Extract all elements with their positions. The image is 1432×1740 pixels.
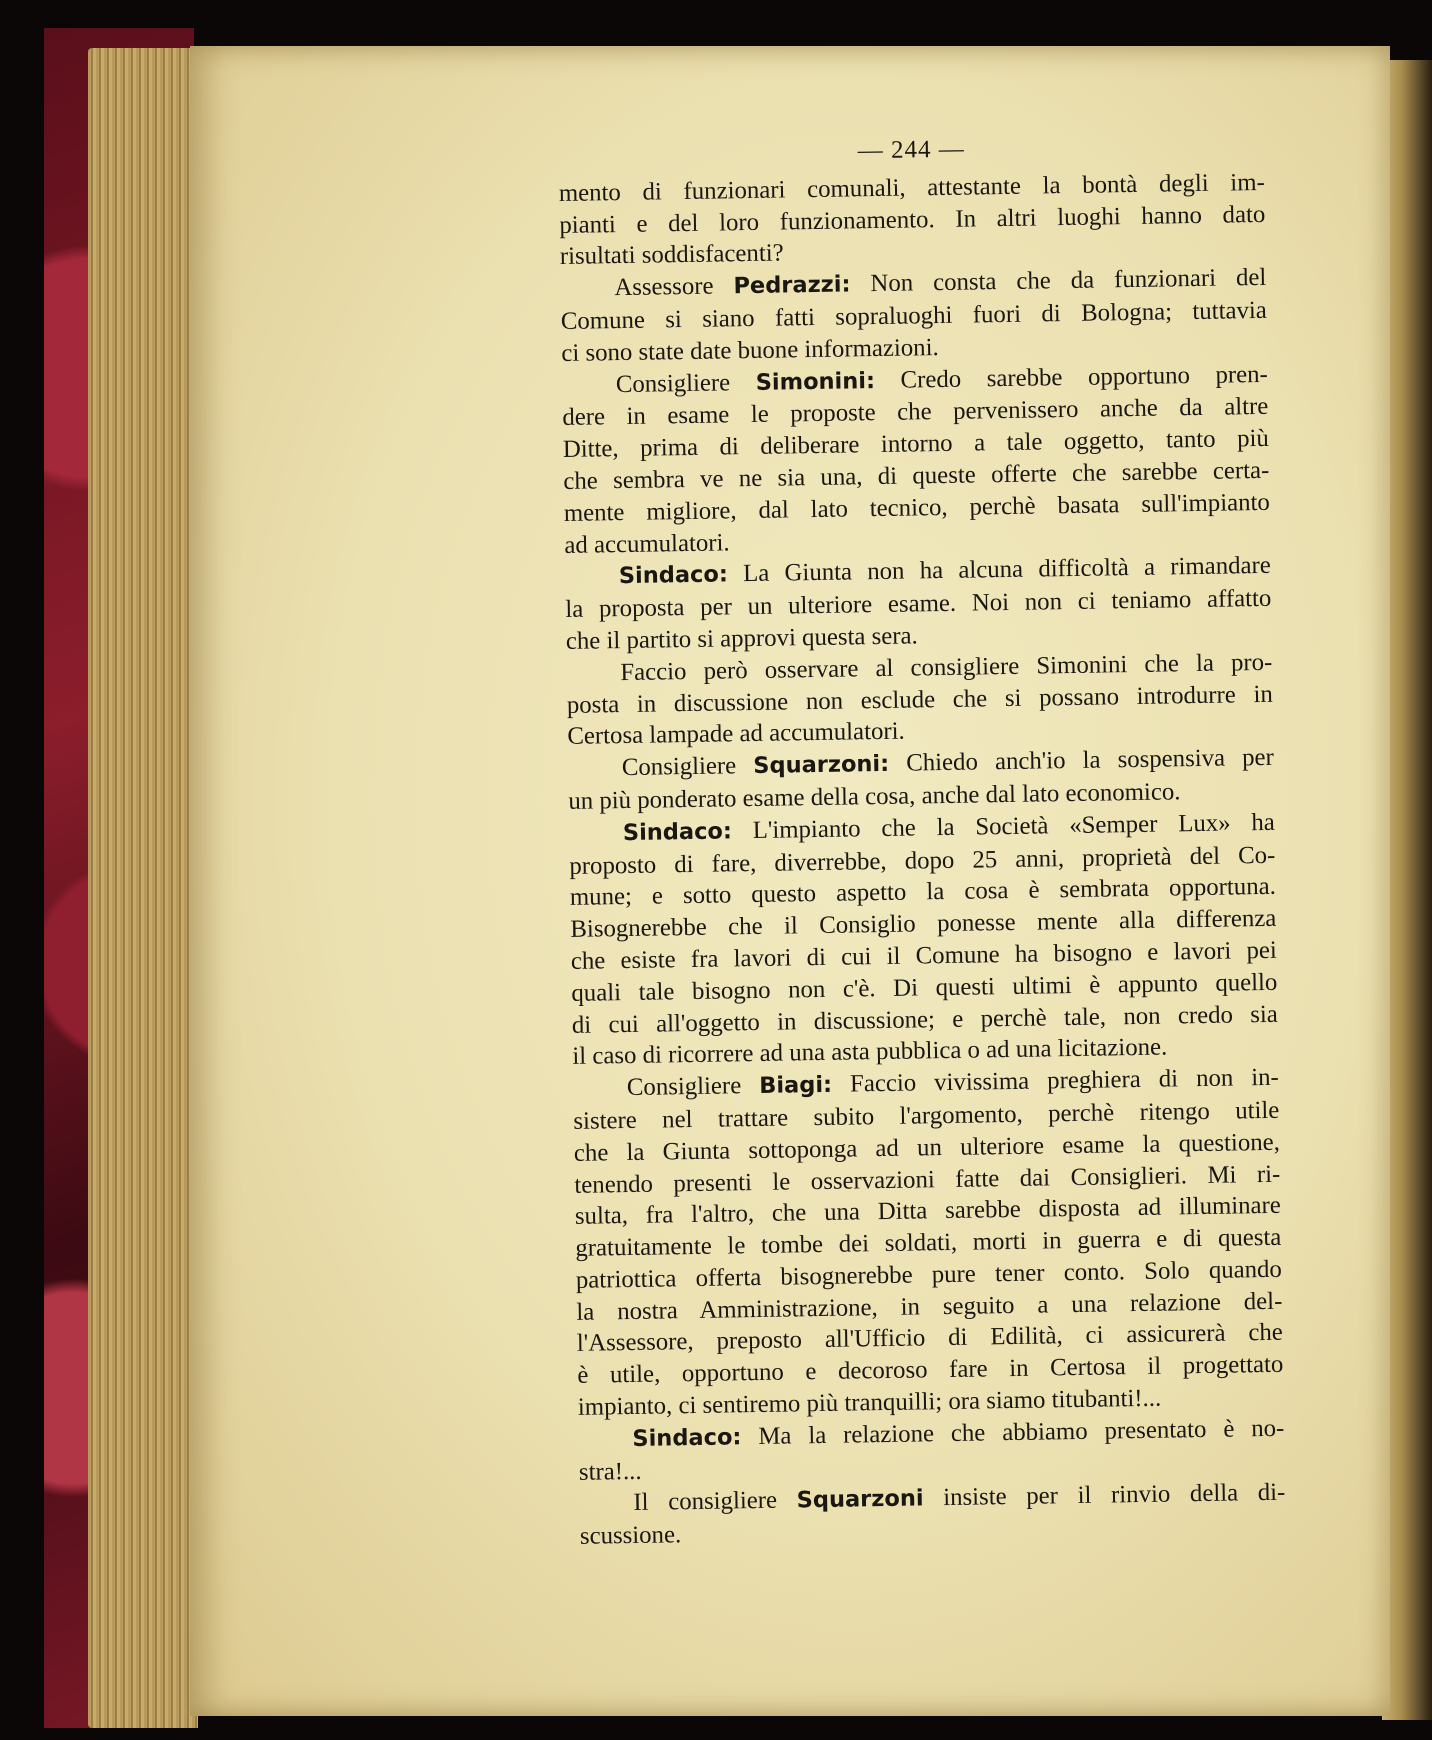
- line-text: gratuitamente le tombe dei soldati, morti in guerra e di questa: [575, 1223, 1282, 1262]
- speaker-name: Sindaco:: [622, 818, 733, 846]
- speaker-role: Consigliere: [626, 1072, 760, 1102]
- line-text: proposto di fare, diverrebbe, dopo 25 anni, proprietà del Co-: [569, 841, 1276, 880]
- line-text: sistere nel trattare subito l'argomento, perchè ritengo utile: [573, 1096, 1280, 1135]
- line-text: mento di funzionari comunali, attestante la bontà degli im-: [558, 168, 1265, 207]
- line-text: un più ponderato esame della cosa, anche dal lato economico.: [568, 778, 1181, 815]
- line-text: la nostra Amministrazione, in seguito a una relazione del-: [576, 1287, 1283, 1326]
- line-text: risultati soddisfacenti?: [559, 239, 784, 271]
- line-text: ci sono state date buone informazioni.: [561, 333, 939, 367]
- line-text: Ditte, prima di deliberare intorno a tale oggetto, tanto più: [562, 425, 1269, 464]
- line-text: ad accumulatori.: [564, 528, 730, 559]
- speaker-role: Consigliere: [621, 752, 754, 782]
- line-text: Faccio però osservare al consigliere Simonini che la pro-: [620, 648, 1273, 686]
- line-text: tenendo presenti le osservazioni fatte dai Consiglieri. Mi ri-: [574, 1160, 1281, 1199]
- line-text: che il partito si approvi questa sera.: [565, 622, 918, 655]
- line-text: il caso di ricorrere ad una asta pubblica o ad una licitazione.: [572, 1033, 1168, 1071]
- speaker-name: Sindaco:: [632, 1424, 742, 1452]
- line-text: mente migliore, dal lato tecnico, perchè basata sull'impianto: [563, 488, 1270, 527]
- line-text: di cui all'oggetto in discussione; e perchè tale, non credo sia: [571, 1000, 1279, 1039]
- line-text: stra!...: [578, 1457, 642, 1486]
- line-text: insiste per il rinvio della di-: [923, 1479, 1286, 1512]
- speaker-name: Squarzoni: [796, 1485, 924, 1514]
- speaker-name: Simonini:: [755, 367, 876, 396]
- line-text: Ma la relazione che abbiamo presentato è no-: [741, 1414, 1285, 1451]
- line-text: posta in discussione non esclude che si possano introdurre in: [566, 680, 1274, 719]
- line-text: dere in esame le proposte che pervenissero anche da altre: [562, 393, 1269, 432]
- line-text: scussione.: [579, 1521, 682, 1551]
- line-text: sulta, fra l'altro, che una Ditta sarebbe disposta ad illuminare: [574, 1192, 1282, 1231]
- line-text: Chiedo anch'io la sospensiva per: [888, 743, 1274, 778]
- line-text: pianti e del loro funzionamento. In altri luoghi hanno dato: [559, 200, 1266, 239]
- line-text: La Giunta non ha alcuna difficoltà a rimandare: [727, 552, 1271, 588]
- text-block: [558, 129, 1286, 1553]
- line-text: Non consta che da funzionari del: [850, 264, 1267, 298]
- line-text: che la Giunta sottoponga ad un ulteriore esame la questione,: [573, 1128, 1281, 1167]
- speaker-name: Squarzoni:: [753, 751, 890, 780]
- line-text: mune; e sotto questo aspetto la cosa è sembrata opportuna.: [569, 873, 1277, 912]
- page-edges: [88, 48, 198, 1728]
- line-text: è utile, opportuno e decoroso fare in Certosa il progettato: [577, 1351, 1284, 1390]
- line-text: Comune si siano fatti sopraluoghi fuori di Bologna; tuttavia: [560, 296, 1267, 335]
- page-number: — 244 —: [857, 135, 965, 165]
- speaker-role: Assessore: [614, 272, 734, 302]
- line-text: che esiste fra lavori di cui il Comune ha bisogno e lavori pei: [570, 936, 1278, 975]
- body-text: [559, 167, 1287, 1553]
- line-text: l'Assessore, preposto all'Ufficio di Edilità, ci assicurerà che: [576, 1319, 1284, 1358]
- line-text: la proposta per un ulteriore esame. Noi non ci teniamo affatto: [565, 585, 1272, 624]
- speaker-role: Consigliere: [615, 368, 756, 398]
- line-text: patriottica offerta bisognerebbe pure tener conto. Solo quando: [575, 1255, 1283, 1294]
- line-text: Bisognerebbe che il Consiglio ponesse mente alla differenza: [570, 904, 1277, 944]
- line-text: Certosa lampade ad accumulatori.: [567, 717, 905, 751]
- line-text: Credo sarebbe opportuno pren-: [874, 360, 1268, 394]
- speaker-name: Biagi:: [759, 1071, 833, 1100]
- line-text: quali tale bisogno non c'è. Di questi ultimi è appunto quello: [571, 968, 1278, 1007]
- line-text: L'impianto che la Società «Semper Lux» ha: [731, 808, 1276, 845]
- line-text: che sembra ve ne sia una, di queste offerte che sarebbe certa-: [563, 456, 1270, 495]
- speaker-name: Sindaco:: [618, 561, 729, 590]
- speaker-role: Il consigliere: [633, 1486, 797, 1517]
- speaker-name: Pedrazzi:: [733, 271, 851, 300]
- line-text: impianto, ci sentiremo più tranquilli; ora siamo titubanti!...: [577, 1384, 1162, 1421]
- line-text: Faccio vivissima preghiera di non in-: [831, 1063, 1280, 1098]
